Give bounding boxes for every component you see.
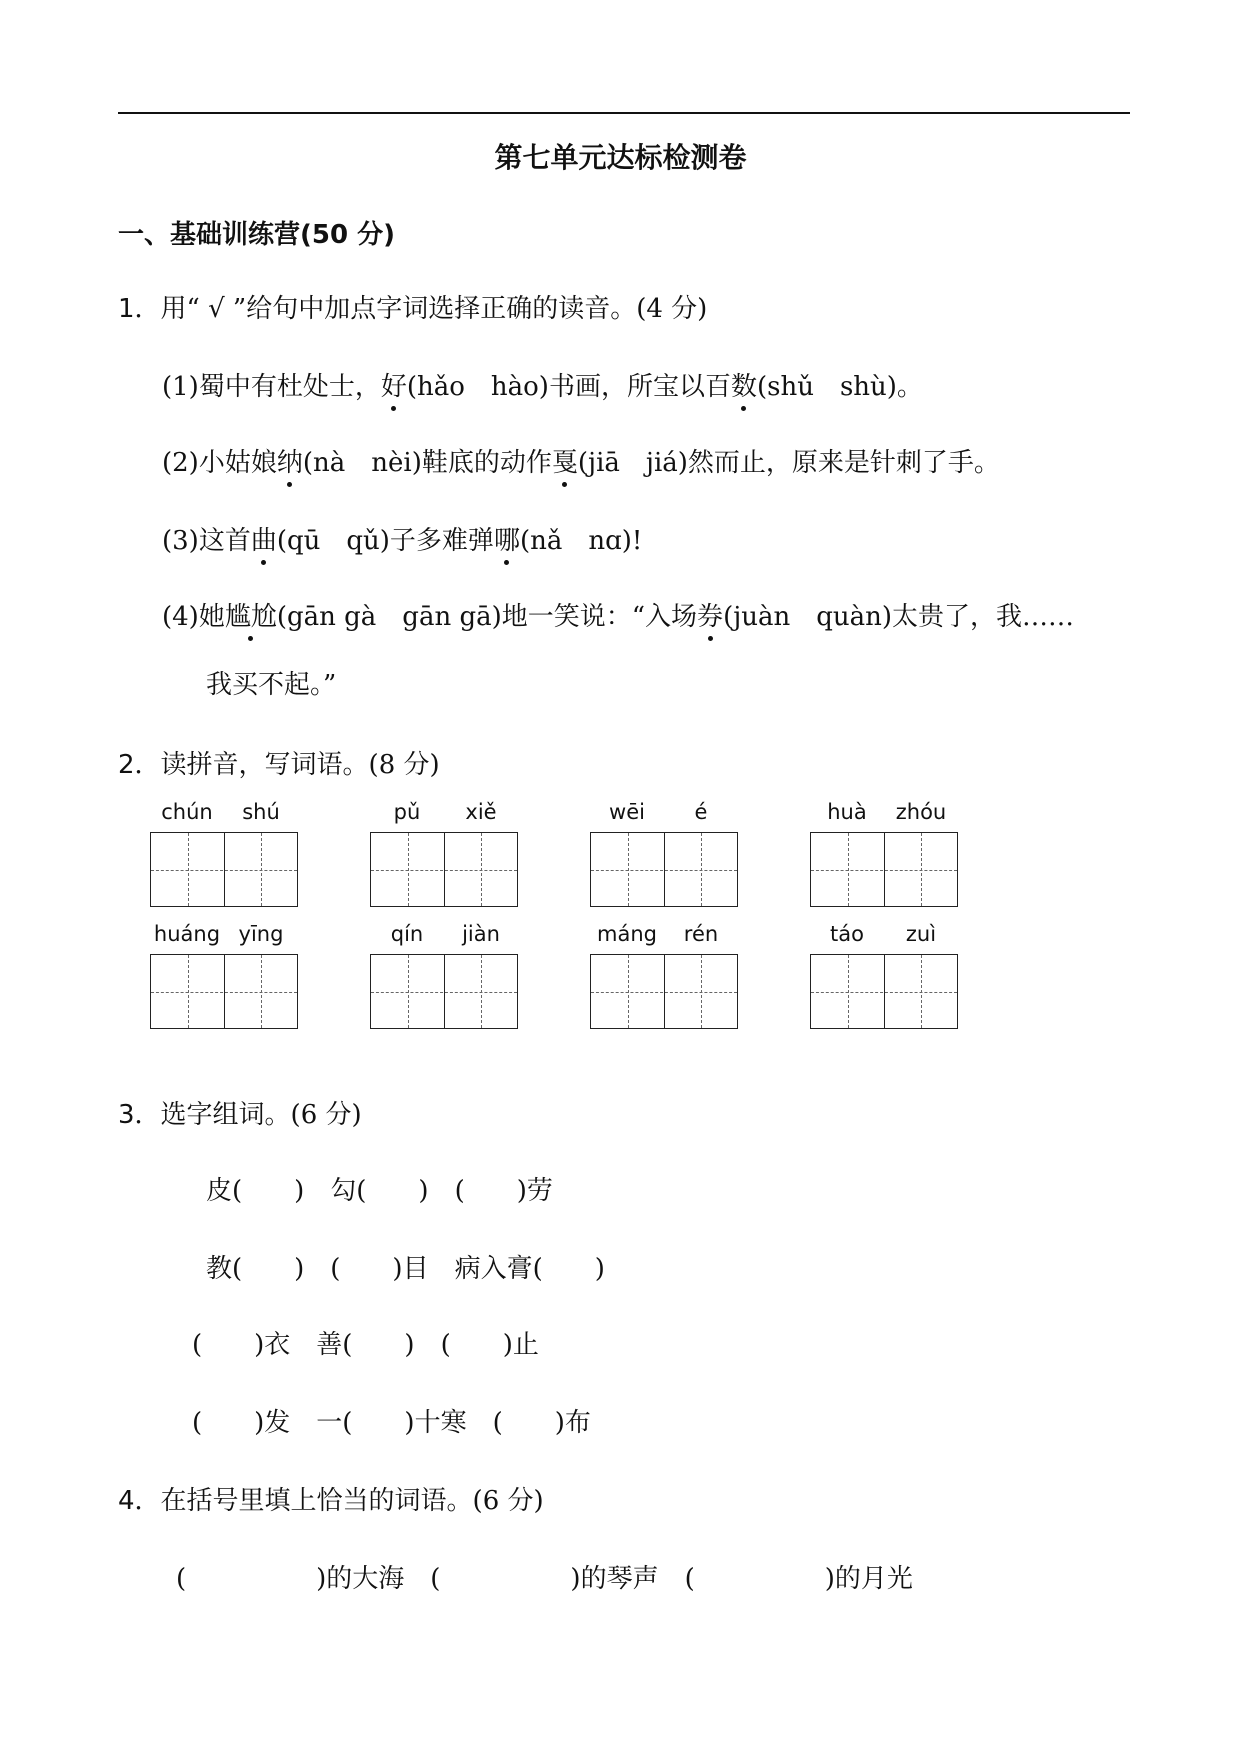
question-3	[118, 1094, 362, 1131]
q3-line-1: 皮( ) 勾( ) ( )劳	[206, 1176, 553, 1206]
pinyin-syllable: rén	[683, 922, 719, 946]
dotted-char: 纳	[277, 442, 303, 479]
dotted-char: 哪	[494, 520, 520, 557]
top-rule	[118, 112, 1130, 114]
q1-item-4-continued: 我买不起。”	[206, 670, 337, 700]
pinyin-syllable: yīng	[238, 922, 284, 946]
q3-line-3: ( )衣 善( ) ( )止	[192, 1330, 539, 1360]
dotted-char: 数	[731, 366, 757, 403]
dotted-char: 券	[697, 596, 723, 633]
pinyin-syllable: chún	[161, 800, 213, 824]
pinyin-syllable: zuì	[905, 922, 937, 946]
question-number: 4．	[118, 1486, 161, 1516]
writing-grid[interactable]	[370, 832, 518, 907]
q4-fill-line: ( )的大海 ( )的琴声 ( )的月光	[176, 1564, 913, 1594]
question-1	[118, 288, 707, 325]
question-text: 在括号里填上恰当的词语。(6 分)	[160, 1486, 544, 1516]
pinyin-syllable: qín	[390, 922, 424, 946]
question-2	[118, 744, 440, 781]
writing-grid[interactable]	[810, 954, 958, 1029]
q1-item-3: (3)这首曲(qū qǔ)子多难弹哪(nǎ nɑ)!	[162, 520, 642, 557]
q1-item-1: (1)蜀中有杜处士，好(hǎo hào)书画，所宝以百数(shǔ shù)。	[162, 366, 923, 403]
writing-grid[interactable]	[590, 832, 738, 907]
q1-item-2: (2)小姑娘纳(nà nèi)鞋底的动作戛(jiā jiá)然而止，原来是针刺了手。	[162, 442, 1000, 479]
question-number: 1．	[118, 294, 161, 324]
writing-grid[interactable]	[810, 832, 958, 907]
question-text: 用“ √ ”给句中加点字词选择正确的读音。(4 分)	[160, 294, 708, 324]
writing-grid[interactable]	[370, 954, 518, 1029]
writing-grid[interactable]	[150, 832, 298, 907]
section-heading: 一、基础训练营(50 分)	[118, 220, 395, 250]
question-text: 选字组词。(6 分)	[160, 1100, 362, 1130]
question-4	[118, 1480, 544, 1517]
dotted-char: 戛	[552, 442, 578, 479]
pinyin-syllable: huáng	[153, 922, 221, 946]
pinyin-syllable: xiě	[465, 800, 497, 824]
pinyin-syllable: wēi	[609, 800, 645, 824]
writing-grid[interactable]	[150, 954, 298, 1029]
pinyin-syllable: shú	[242, 800, 280, 824]
pinyin-syllable: é	[694, 800, 708, 824]
pinyin-syllable: zhóu	[895, 800, 947, 824]
pinyin-syllable: táo	[830, 922, 864, 946]
pinyin-syllable: huà	[827, 800, 867, 824]
dotted-char: 尴尬	[225, 596, 277, 633]
page-title: 第七单元达标检测卷	[494, 141, 747, 174]
q3-line-2: 教( ) ( )目 病入膏( )	[206, 1254, 605, 1284]
pinyin-syllable: máng	[597, 922, 657, 946]
question-number: 3．	[118, 1100, 161, 1130]
question-text: 读拼音，写词语。(8 分)	[160, 750, 440, 780]
pinyin-syllable: pǔ	[393, 800, 421, 824]
dotted-char: 曲	[251, 520, 277, 557]
q1-item-4: (4)她尴尬(gān gà gān gā)地一笑说：“入场券(juàn quàn)太贵了，我……	[162, 596, 1074, 633]
question-number: 2．	[118, 750, 161, 780]
writing-grid[interactable]	[590, 954, 738, 1029]
pinyin-syllable: jiàn	[462, 922, 500, 946]
q3-line-4: ( )发 一( )十寒 ( )布	[192, 1408, 591, 1438]
dotted-char: 好	[381, 366, 407, 403]
